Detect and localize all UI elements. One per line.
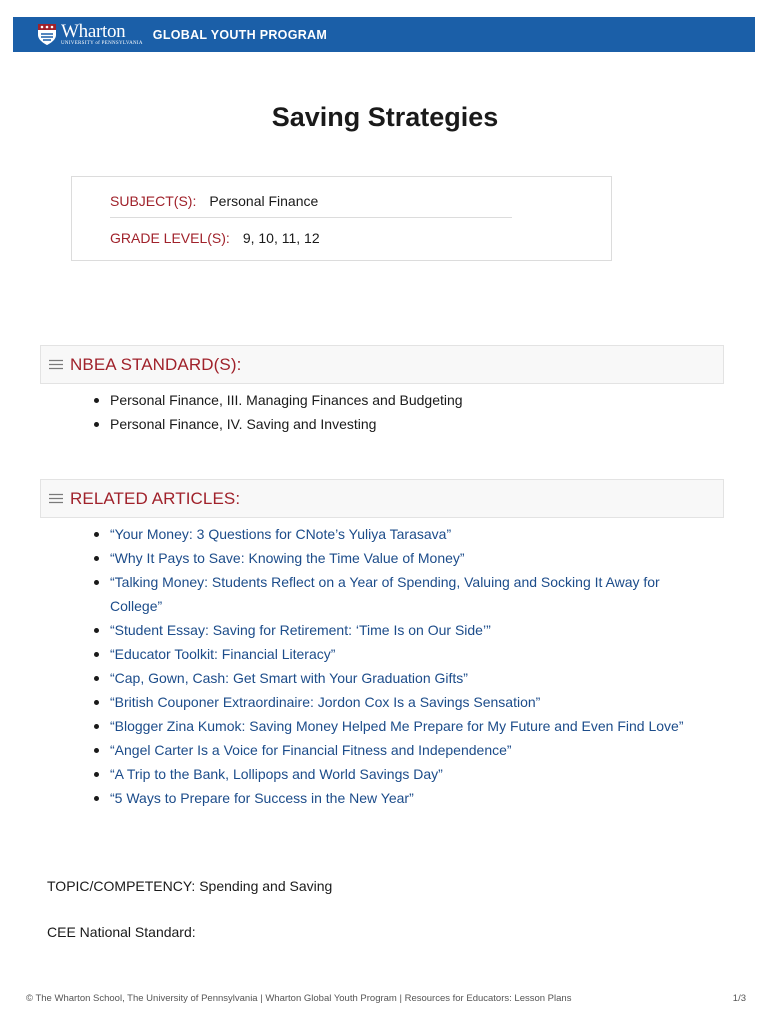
list-item: Personal Finance, IV. Saving and Investing [110,412,710,436]
list-item [110,618,710,642]
article-link[interactable]: “Student Essay: Saving for Retirement: ‘Time Is on Our Side’” [110,622,491,638]
cee-standard: CEE National Standard: [47,924,196,940]
article-link[interactable]: “Talking Money: Students Reflect on a Year of Spending, Valuing and Socking It Away for College” [110,574,660,614]
article-link[interactable]: “Cap, Gown, Cash: Get Smart with Your Graduation Gifts” [110,670,468,686]
article-link[interactable]: “Your Money: 3 Questions for CNote’s Yuliya Tarasava” [110,526,452,542]
list-item [110,570,710,618]
page-footer [26,993,746,1004]
list-item: Personal Finance, III. Managing Finances and Budgeting [110,388,710,412]
article-link[interactable]: “5 Ways to Prepare for Success in the New Year” [110,790,414,806]
footer-text: © The Wharton School, The University of Pennsylvania | Wharton Global Youth Program | Resources for Educators: Lesson Plans [26,993,572,1004]
related-section-header[interactable] [40,479,724,518]
page-number: 1/3 [732,993,746,1004]
grades-value: 9, 10, 11, 12 [242,230,320,246]
subjects-label: SUBJECT(S): [110,193,197,209]
article-link[interactable]: “British Couponer Extraordinaire: Jordon Cox Is a Savings Sensation” [110,694,541,710]
list-item [110,714,710,738]
brand-name: Wharton [61,20,126,42]
article-link[interactable]: “Why It Pays to Save: Knowing the Time Value of Money” [110,550,465,566]
grades-row [110,230,320,246]
meta-divider [110,217,512,218]
article-link[interactable]: “Educator Toolkit: Financial Literacy” [110,646,336,662]
nbea-section-header[interactable] [40,345,724,384]
article-link[interactable]: “Angel Carter Is a Voice for Financial Fitness and Independence” [110,742,512,758]
grades-label: GRADE LEVEL(S): [110,230,230,246]
nbea-list [110,388,710,436]
nbea-heading: NBEA STANDARD(S): [70,354,242,374]
list-item [110,690,710,714]
list-item [110,642,710,666]
page-title: Saving Strategies [271,102,499,132]
subjects-value: Personal Finance [209,193,319,209]
list-item [110,546,710,570]
brand-sub: UNIVERSITY of PENNSYLVANIA [61,40,143,46]
article-link[interactable]: “Blogger Zina Kumok: Saving Money Helped Me Prepare for My Future and Even Find Love” [110,718,684,734]
list-item [110,762,710,786]
hamburger-icon [49,359,63,370]
subjects-row [110,193,318,209]
topic-competency: TOPIC/COMPETENCY: Spending and Saving [47,878,333,894]
related-articles-list [110,522,710,810]
list-item [110,786,710,810]
list-item [110,522,710,546]
article-link[interactable]: “A Trip to the Bank, Lollipops and World Savings Day” [110,766,443,782]
list-item [110,666,710,690]
penn-shield-icon [37,23,57,46]
related-heading: RELATED ARTICLES: [70,488,241,508]
hamburger-icon [49,493,63,504]
header-banner [13,17,755,52]
program-name: GLOBAL YOUTH PROGRAM [152,27,328,42]
lesson-meta-box [71,176,612,261]
list-item [110,738,710,762]
wharton-logo[interactable] [61,20,143,47]
